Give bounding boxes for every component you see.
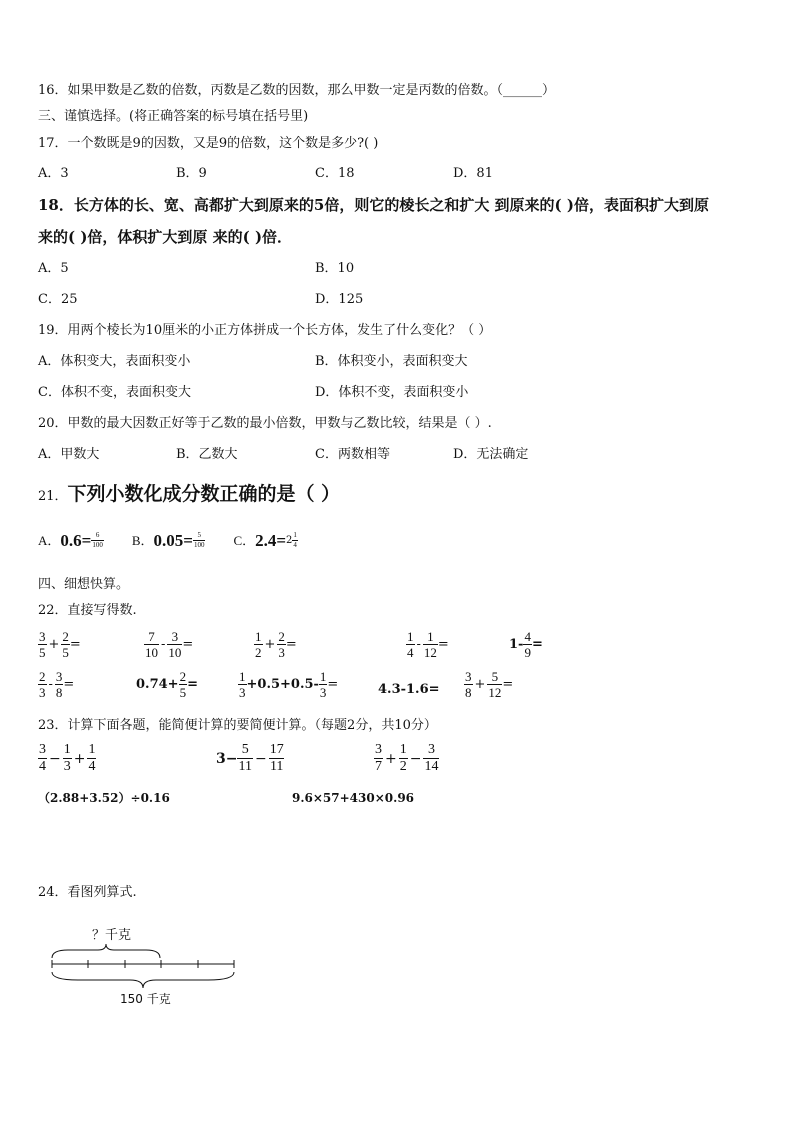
prefix: 0.74+ [136,677,179,692]
q21-a-value: 0.6= [60,531,92,550]
q20-option-a: A．甲数大 [38,447,100,462]
question-16: 16．如果甲数是乙数的倍数，丙数是乙数的因数，那么甲数一定是丙数的倍数。（______） [38,83,556,98]
denominator: 11 [269,759,284,774]
q21-b-fraction [193,532,206,549]
denominator: 2 [399,759,407,774]
denominator: 9 [524,645,531,660]
denominator: 3 [239,685,246,700]
denominator: 10 [145,645,158,660]
q23-expr-2 [216,743,285,774]
equals: = [69,637,81,652]
q23-expr-4: （2.88+3.52）÷0.16 [38,791,170,805]
operator: − [409,750,422,767]
q24-segment-diagram [48,944,240,990]
q18-option-c: C．25 [38,292,78,307]
denominator: 4 [39,759,46,774]
q22-expr-10 [464,670,513,699]
question-19: 19．用两个棱长为10厘米的小正方体拼成一个长方体，发生了什么变化？（ ） [38,323,492,338]
q20-option-b: B．乙数大 [176,447,238,462]
q21-c-fraction [292,532,298,549]
numerator: 2 [62,629,69,644]
denominator: 4 [407,645,414,660]
question-18-line1: 18．长方体的长、宽、高都扩大到原来的5倍，则它的棱长之和扩大 到原来的( )倍，表面积扩大到原 [38,196,709,214]
numerator: 1 [407,629,414,644]
q24-title: 24．看图列算式. [38,885,137,900]
equals: = [187,677,198,692]
q21-c-value: 2.4= [255,531,287,550]
operator: − [254,750,267,767]
numerator: 5 [241,742,249,757]
equals: = [63,677,75,692]
operator: + [48,637,60,652]
operator: - [48,677,53,692]
numerator: 3 [39,629,46,644]
denominator: 8 [465,685,472,700]
q22-expr-4 [406,630,449,659]
section-3-heading: 三、谨慎选择。(将正确答案的标号填在括号里) [38,109,309,124]
denominator: 4 [293,541,297,549]
denominator: 14 [424,759,439,774]
numerator: 3 [427,742,435,757]
q19-option-b: B．体积变小，表面积变大 [315,354,468,369]
numerator: 3 [55,669,63,684]
q22-expr-1 [38,630,81,659]
numerator: 1 [255,629,262,644]
numerator: 1 [427,629,434,644]
question-18-line2: 来的( )倍，体积扩大到原 来的( )倍． [38,228,293,246]
denominator: 5 [39,645,46,660]
q22-expr-3 [254,630,297,659]
numerator: 2 [179,669,187,684]
numerator: 4 [524,629,531,644]
q19-option-d: D．体积不变，表面积变小 [315,385,469,400]
q22-expr-9: 4.3-1.6= [378,682,440,697]
q21-a-label: A． [38,533,61,548]
denominator: 12 [488,685,502,700]
q18-option-a: A．5 [38,261,69,276]
q17-option-b: B．9 [176,166,207,181]
denominator: 5 [62,645,69,660]
denominator: 3 [319,685,327,700]
denominator: 100 [92,541,103,549]
q22-expr-5 [509,630,543,659]
numerator: 7 [148,629,155,644]
operator: - [416,637,421,652]
denominator: 11 [238,759,252,774]
q21-options [38,532,298,549]
operator: + [474,677,486,692]
q23-title: 23．计算下面各题，能简便计算的要简便计算。（每题2分，共10分） [38,718,437,733]
q24-bottom-label: 150 千克 [120,992,171,1006]
question-17: 17．一个数既是9的因数，又是9的倍数，这个数是多少?( ) [38,136,379,151]
prefix: 3− [216,750,238,767]
operator: - [161,637,166,652]
q23-expr-5: 9.6×57+430×0.96 [292,791,415,805]
q19-option-a: A．体积变大，表面积变小 [38,354,191,369]
q21-c-label: C． [233,533,256,548]
numerator: 1 [239,669,246,684]
q17-option-a: A．3 [38,166,69,181]
numerator: 3 [39,742,46,757]
denominator: 4 [88,759,96,774]
operator: + [264,637,276,652]
q22-expr-2 [144,630,193,659]
q17-option-d: D．81 [453,166,493,181]
q22-expr-6 [38,670,74,699]
q23-expr-1 [38,743,96,774]
top-brace [52,944,160,958]
q21-b-value: 0.05= [153,531,193,550]
q19-option-c: C．体积不变，表面积变大 [38,385,191,400]
q21-number: 21． [38,489,68,504]
denominator: 10 [168,645,182,660]
operator: + [73,750,86,767]
middle-terms: +0.5+0.5- [246,677,319,692]
numerator: 3 [171,629,179,644]
q22-expr-8 [238,670,338,699]
numerator: 1 [399,742,407,757]
denominator: 3 [39,685,46,700]
numerator: 5 [197,531,201,539]
equals: = [327,677,339,692]
q20-option-d: D．无法确定 [453,447,529,462]
denominator: 8 [55,685,63,700]
question-21 [38,485,340,504]
denominator: 2 [255,645,262,660]
q21-a-fraction [91,532,104,549]
q21-c-whole: 2 [286,534,293,546]
equals: = [437,637,449,652]
denominator: 5 [179,685,187,700]
numerator: 1 [63,742,71,757]
q21-text: 下列小数化成分数正确的是（ ） [67,483,341,505]
q21-b-label: B． [131,533,154,548]
operator: − [49,750,61,767]
numerator: 1 [88,742,96,757]
numerator: 3 [465,669,472,684]
q20-option-c: C．两数相等 [315,447,390,462]
numerator: 6 [95,531,100,539]
equals: = [182,637,194,652]
equals: = [285,637,297,652]
q18-option-d: D．125 [315,292,364,307]
numerator: 1 [293,531,297,539]
denominator: 12 [423,645,437,660]
numerator: 1 [319,669,327,684]
numerator: 2 [278,629,285,644]
section-4-heading: 四、细想快算。 [38,577,130,592]
denominator: 3 [63,759,71,774]
numerator: 3 [375,742,382,757]
equals: = [531,637,543,652]
equals: = [502,677,514,692]
prefix: 1- [509,637,524,652]
numerator: 17 [269,742,284,757]
q17-option-c: C．18 [315,166,355,181]
q23-expr-3 [374,743,439,774]
q22-expr-7 [136,670,198,699]
bottom-brace [52,972,234,988]
denominator: 3 [278,645,285,660]
denominator: 7 [375,759,382,774]
q24-top-label: ？千克 [92,928,132,943]
q22-title: 22．直接写得数. [38,603,137,618]
numerator: 2 [39,669,46,684]
numerator: 5 [491,669,499,684]
denominator: 100 [193,541,205,549]
operator: + [385,750,397,767]
q18-option-b: B．10 [315,261,355,276]
question-20: 20．甲数的最大因数正好等于乙数的最小倍数，甲数与乙数比较，结果是（ ）. [38,416,492,431]
